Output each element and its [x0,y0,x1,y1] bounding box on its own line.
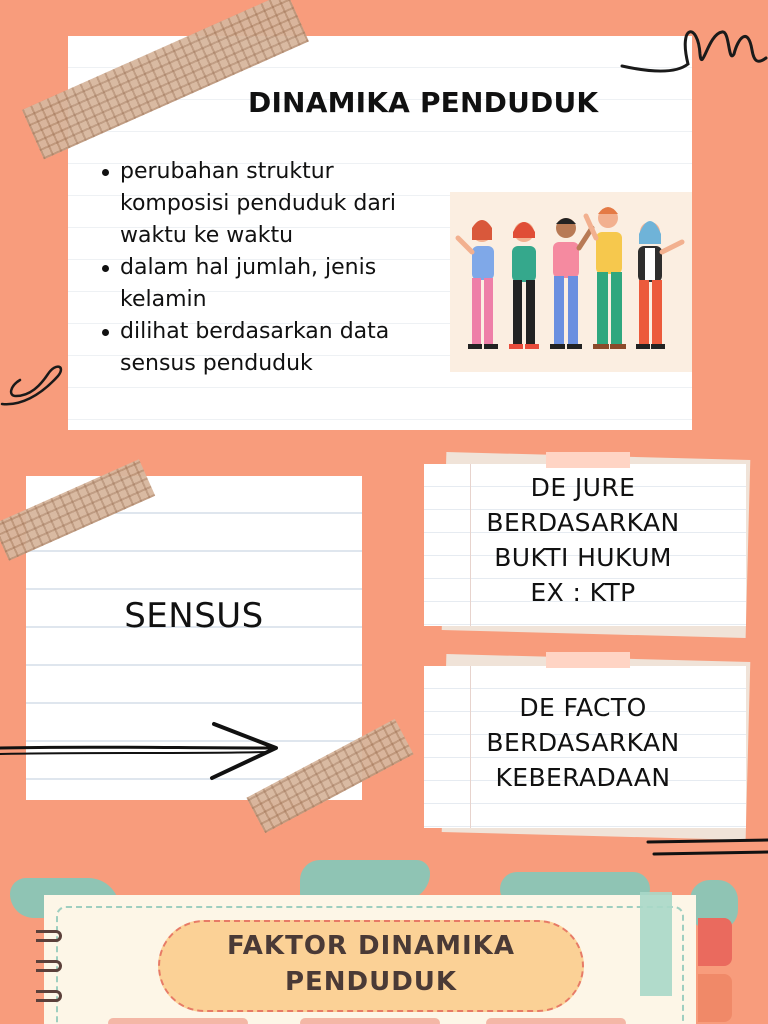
de-jure-text: DE JURE BERDASARKAN BUKTI HUKUM EX : KTP [486,473,680,607]
arrow-right-icon [0,718,290,788]
definition-list [100,156,430,380]
scribble-decoration [0,356,70,412]
pill-decoration [486,1018,626,1024]
de-facto-text: DE FACTO BERDASARKAN KEBERADAAN [486,693,680,792]
teal-brush [300,860,430,900]
person-figure [550,218,592,349]
spiral-ring-icon [36,960,62,972]
line-decoration [644,832,768,862]
page-title: DINAMIKA PENDUDUK [248,86,599,119]
note-clip [546,452,630,468]
scribble-decoration [618,14,768,84]
person-figure [458,220,498,349]
bullet-item: dilihat berdasarkan data sensus penduduk [100,316,430,380]
pill-decoration [300,1018,440,1024]
person-figure [636,221,682,349]
notebook-tab [698,918,732,966]
bullet-item: perubahan struktur komposisi penduduk dari waktu ke waktu [100,156,430,252]
pill-decoration [108,1018,248,1024]
spiral-ring-icon [36,990,62,1002]
person-figure [586,207,626,349]
notebook-bookmark [640,892,672,996]
person-figure [509,222,539,349]
notebook-tab [698,974,732,1022]
people-illustration [450,192,692,372]
spiral-ring-icon [36,930,62,942]
faktor-title: FAKTOR DINAMIKA PENDUDUK [227,931,515,997]
note-clip [546,652,630,668]
sensus-label: SENSUS [124,596,264,636]
bullet-item: dalam hal jumlah, jenis kelamin [100,252,430,316]
